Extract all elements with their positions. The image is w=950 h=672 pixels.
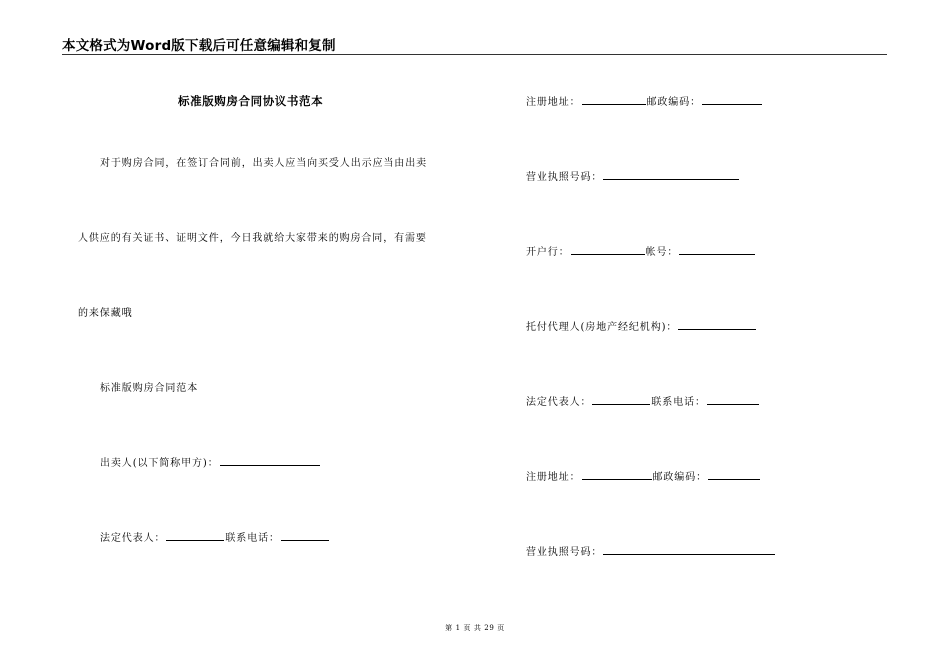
account-label: 帐号： xyxy=(645,247,679,258)
legal-rep-blank xyxy=(592,395,650,405)
reg-addr-label: 注册地址： xyxy=(526,472,581,483)
postcode-blank xyxy=(708,470,760,480)
phone-blank xyxy=(281,531,329,541)
agent-label: 托付代理人(房地产经纪机构)： xyxy=(526,322,678,333)
phone-label: 联系电话： xyxy=(651,397,706,408)
right-reg-addr-row-2 xyxy=(526,468,761,483)
legal-rep-blank xyxy=(166,531,224,541)
phone-blank xyxy=(707,395,759,405)
document-header xyxy=(62,36,887,55)
seller-row xyxy=(100,454,321,469)
right-reg-addr-row xyxy=(526,93,763,108)
agent-blank xyxy=(678,320,756,330)
phone-label: 联系电话： xyxy=(225,533,280,544)
page-footer: 第 1 页 共 29 页 xyxy=(445,624,505,632)
license-blank xyxy=(603,545,775,555)
left-legal-rep-row xyxy=(100,529,330,544)
right-bank-row xyxy=(526,243,756,258)
right-license-row xyxy=(526,168,740,183)
reg-addr-blank xyxy=(582,95,646,105)
account-blank xyxy=(679,245,755,255)
right-legal-rep-row xyxy=(526,393,760,408)
bank-blank xyxy=(571,245,645,255)
postcode-label: 邮政编码： xyxy=(652,472,707,483)
reg-addr-label: 注册地址： xyxy=(526,97,581,108)
postcode-label: 邮政编码： xyxy=(646,97,701,108)
license-label: 营业执照号码： xyxy=(526,172,603,183)
right-agent-row xyxy=(526,318,757,333)
legal-rep-label: 法定代表人： xyxy=(526,397,592,408)
header-text: 本文格式为Word版下载后可任意编辑和复制 xyxy=(62,38,336,54)
right-license-row-2 xyxy=(526,543,776,558)
contract-subtitle: 标准版购房合同范本 xyxy=(100,383,199,394)
document-title: 标准版购房合同协议书范本 xyxy=(178,94,324,108)
license-blank xyxy=(603,170,739,180)
seller-label: 出卖人(以下简称甲方)： xyxy=(100,458,219,469)
seller-blank xyxy=(220,456,320,466)
legal-rep-label: 法定代表人： xyxy=(100,533,166,544)
reg-addr-blank xyxy=(582,470,652,480)
license-label: 营业执照号码： xyxy=(526,547,603,558)
intro-line-1: 对于购房合同，在签订合同前，出卖人应当向买受人出示应当由出卖 xyxy=(100,158,427,169)
intro-line-2: 人供应的有关证书、证明文件，今日我就给大家带来的购房合同，有需要 xyxy=(78,233,427,244)
bank-label: 开户行： xyxy=(526,247,570,258)
intro-line-3: 的来保藏哦 xyxy=(78,308,133,319)
postcode-blank xyxy=(702,95,762,105)
